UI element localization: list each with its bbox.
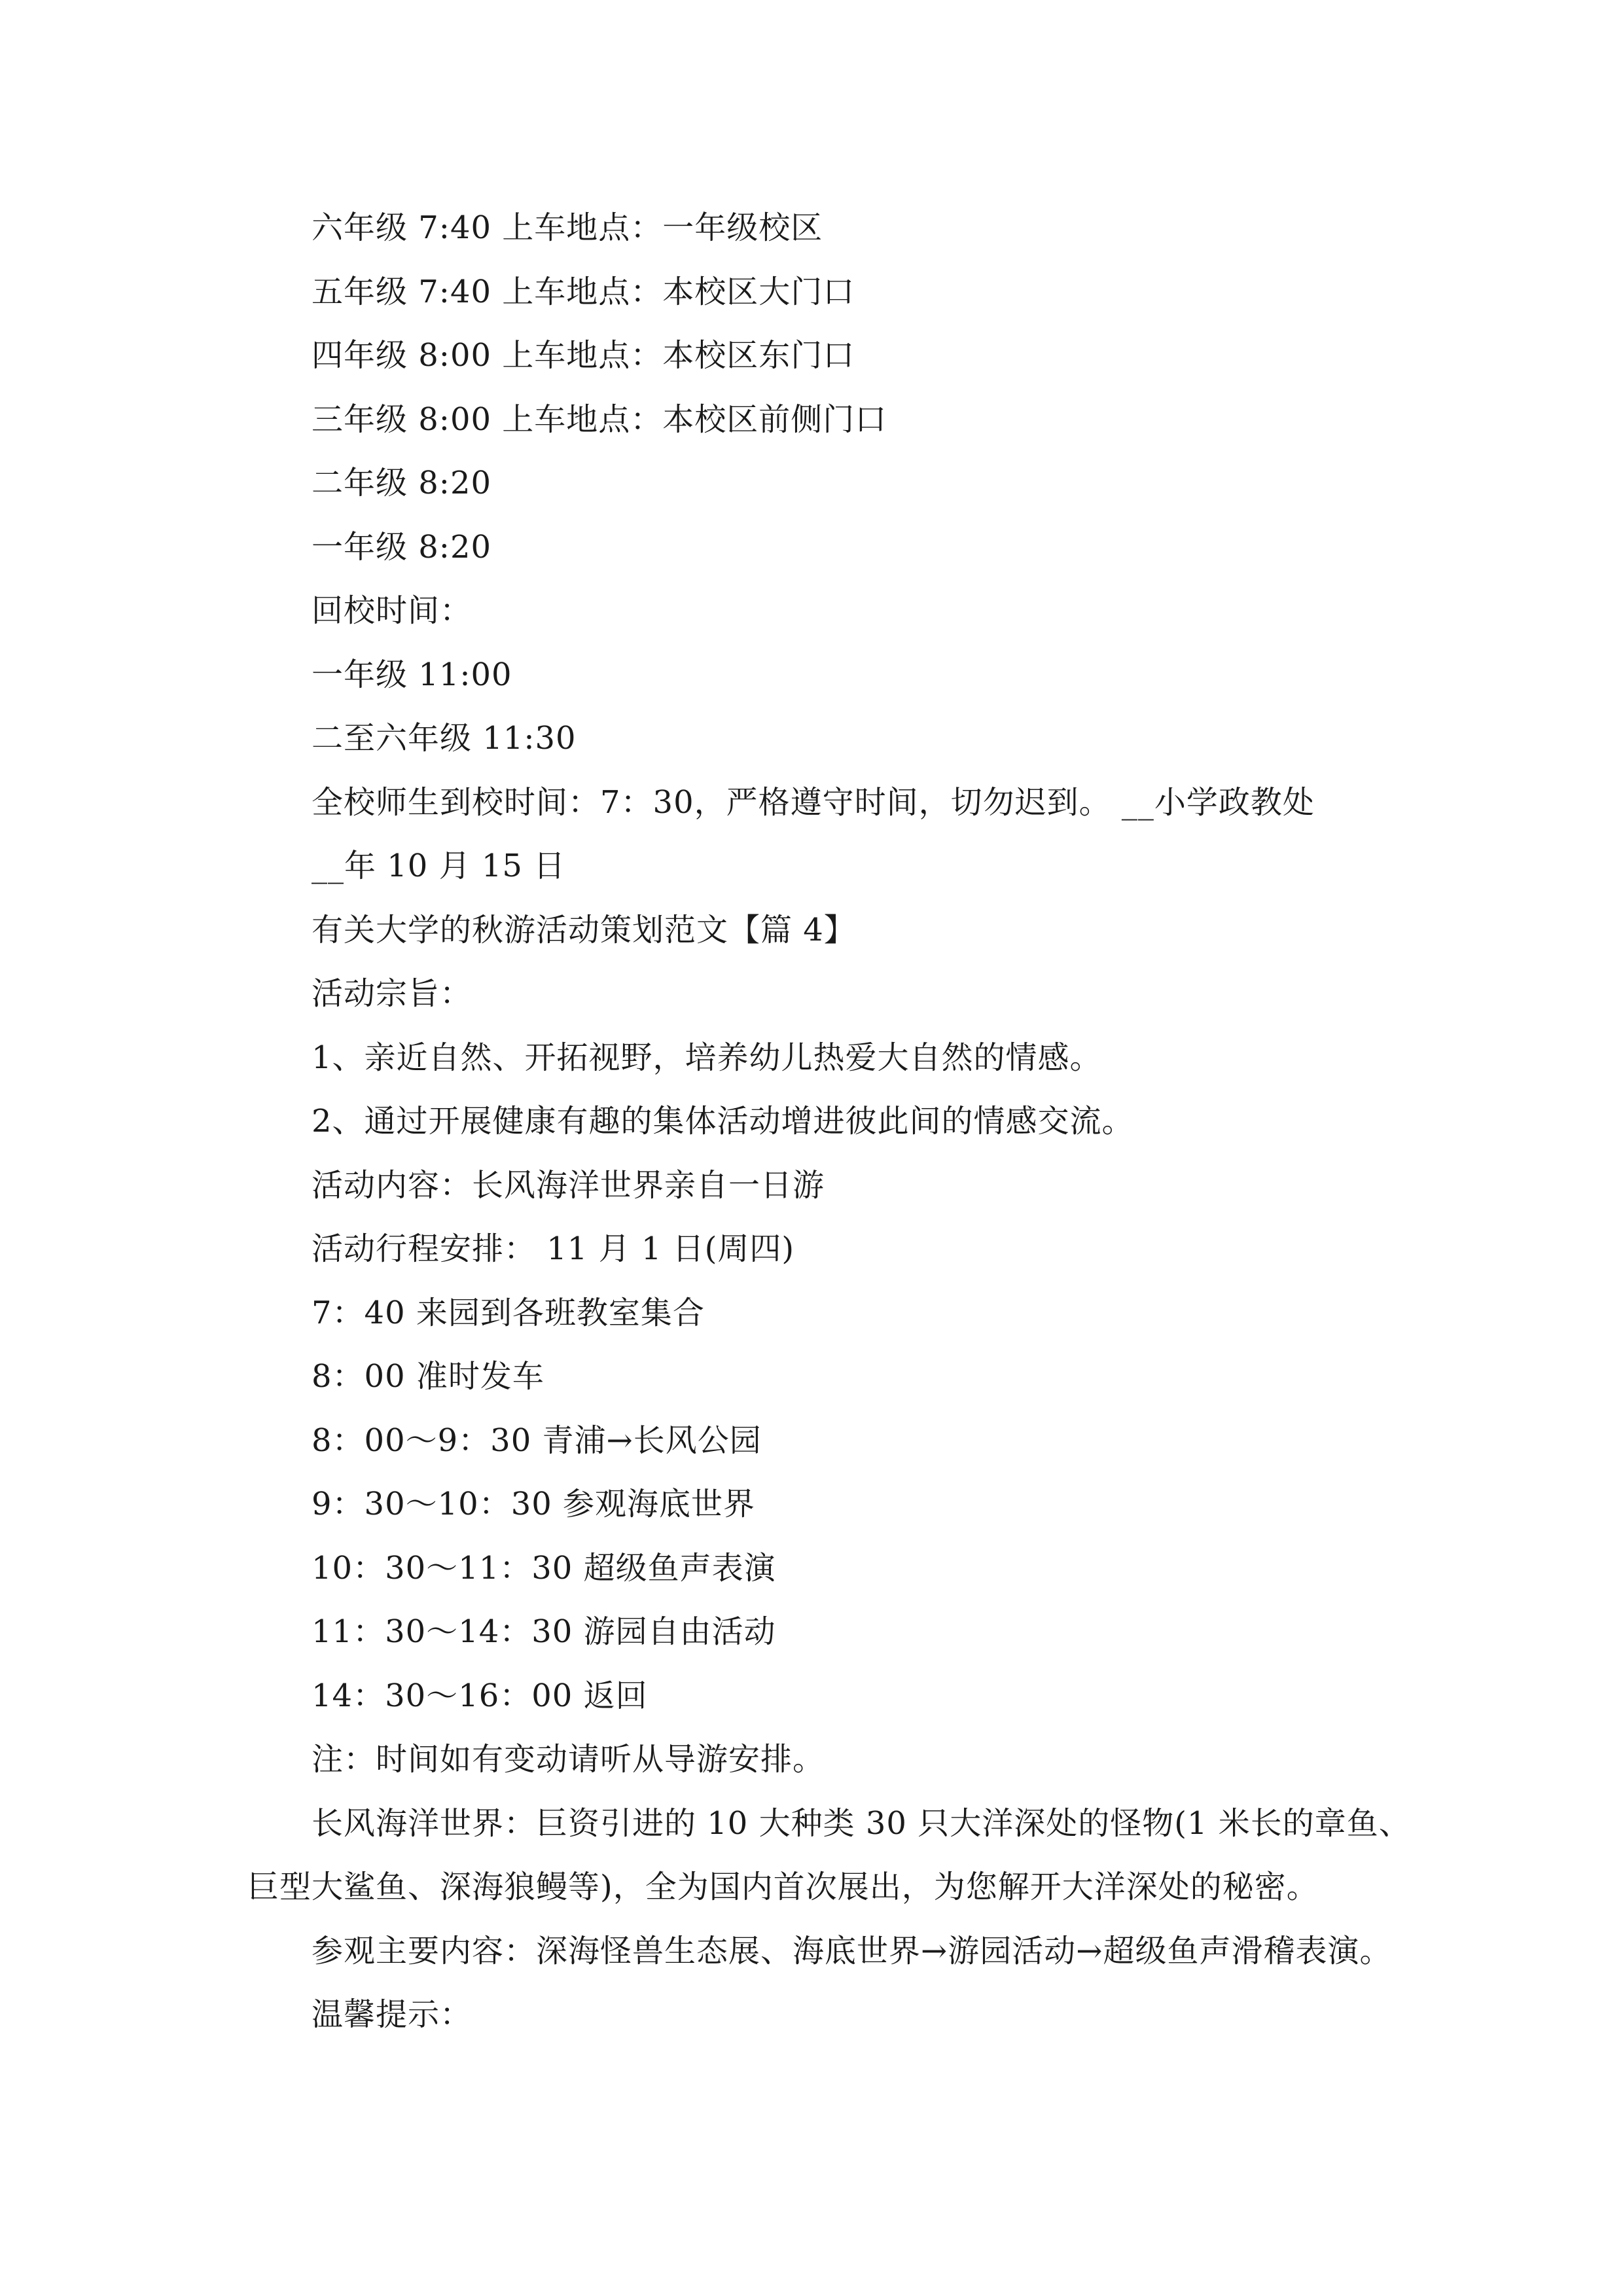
text-line: 10：30～11：30 超级鱼声表演	[312, 1550, 776, 1587]
text-line: 二至六年级 11:30	[312, 720, 577, 757]
section-heading: 有关大学的秋游活动策划范文【篇 4】	[312, 912, 856, 948]
text-line: 2、通过开展健康有趣的集体活动增进彼此间的情感交流。	[312, 1103, 1134, 1139]
text-line: 长风海洋世界：巨资引进的 10 大种类 30 只大洋深处的怪物(1 米长的章鱼、	[312, 1805, 1411, 1842]
text-line: 回校时间：	[312, 592, 473, 629]
text-line: __年 10 月 15 日	[312, 848, 566, 884]
text-line: 8：00 准时发车	[312, 1358, 544, 1395]
text-line: 9：30～10：30 参观海底世界	[312, 1486, 756, 1522]
text-line: 8：00～9：30 青浦→长风公园	[312, 1422, 762, 1459]
text-line: 14：30～16：00 返回	[312, 1677, 648, 1714]
text-line: 活动行程安排： 11 月 1 日(周四)	[312, 1230, 795, 1267]
text-line: 巨型大鲨鱼、深海狼鳗等)，全为国内首次展出，为您解开大洋深处的秘密。	[247, 1869, 1319, 1905]
text-line: 活动内容：长风海洋世界亲自一日游	[312, 1167, 825, 1204]
text-line: 四年级 8:00 上车地点：本校区东门口	[312, 337, 855, 374]
text-line: 六年级 7:40 上车地点：一年级校区	[312, 209, 823, 246]
text-line: 二年级 8:20	[312, 465, 492, 501]
text-line: 一年级 8:20	[312, 529, 492, 565]
text-line: 参观主要内容：深海怪兽生态展、海底世界→游园活动→超级鱼声滑稽表演。	[312, 1933, 1392, 1969]
text-line: 一年级 11:00	[312, 656, 512, 693]
text-line: 五年级 7:40 上车地点：本校区大门口	[312, 274, 855, 310]
text-line: 注：时间如有变动请听从导游安排。	[312, 1741, 825, 1778]
text-line: 1、亲近自然、开拓视野，培养幼儿热爱大自然的情感。	[312, 1039, 1102, 1076]
text-line: 7：40 来园到各班教室集合	[312, 1295, 705, 1331]
text-line: 11：30～14：30 游园自由活动	[312, 1613, 776, 1650]
text-line: 三年级 8:00 上车地点：本校区前侧门口	[312, 401, 887, 438]
text-line: 温馨提示：	[312, 1996, 473, 2033]
text-line: 全校师生到校时间：7：30，严格遵守时间，切勿迟到。 __小学政教处	[312, 784, 1315, 821]
text-line: 活动宗旨：	[312, 975, 473, 1012]
